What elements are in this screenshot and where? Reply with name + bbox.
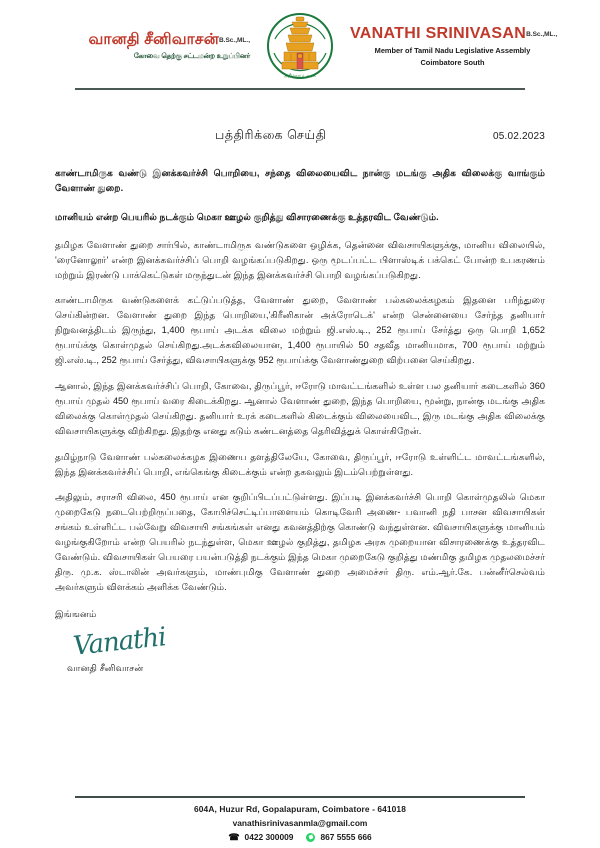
signatory-name: வானதி சீனிவாசன் (67, 662, 144, 673)
footer-whatsapp-number: 867 5555 666 (320, 832, 372, 842)
signature-block (67, 621, 545, 685)
telephone-icon: ☎ (228, 831, 240, 842)
headline-paragraph-2: மானியம் என்ற பெயரில் நடக்கும் மெகா ஊழல் குறித்து விசாரணைக்கு உத்தரவிட வேண்டும். (55, 211, 439, 222)
mla-constituency-english: Coimbatore South (420, 58, 485, 68)
handwritten-signature: Vanathi (71, 621, 167, 662)
footer-email: vanathisrinivasanmla@gmail.com (232, 818, 368, 828)
footer-address: 604A, Huzur Rd, Gopalapuram, Coimbatore - 641018 (194, 804, 406, 814)
body-paragraph-5: அதிலும், சராசரி விலை, 450 ரூபாய் என குறிப்பிடப்பட்டுள்ளது. இப்படி இனக்கவர்ச்சி பொறி கொள்முதலில் மெகா முறைகேடு நடைபெற்றிருப்பதை, கோபிச்செட்டிப்பாளையம் கொடிவேரி அணை- பவானி நதி பாசன விவசாயிகள் சங்கம் உள்ளிட்ட பல்வேறு விவசாயி சங்கங்கள் எனது கவனத்திற்கு கொண்டு வந்துள்ளன. விவசாயிகளுக்கு மானியம் வழங்குகிறோம் என்ற பெயரில் நடந்துள்ள, மெகா ஊழல் குறித்து, தமிழக அரசு முறையான விசாரணைக்கு உத்தரவிட வேண்டும். விவசாயிகள் பெயரை பயன்படுத்தி நடக்கும் இந்த மெகா முறைகேடு குறித்து மண்மிகு தமிழக முதலமைச்சர் திரு. மு.க. ஸ்டாலின் அவர்களும், மாண்புமிகு வேளாண் துறை அமைச்சர் திரு. எம்.ஆர்.கே. பன்னீர்செல்வம் அவர்களும் விளக்கம் அளிக்க வேண்டும். (55, 492, 545, 592)
letterhead-english-block (336, 24, 558, 68)
mla-degree-english: B.Sc.,ML., (526, 30, 558, 38)
whatsapp-icon (306, 833, 315, 842)
mla-name-english (350, 24, 558, 43)
tamil-nadu-government-emblem-icon (264, 8, 336, 84)
mla-role-english: Member of Tamil Nadu Legislative Assembly (374, 46, 531, 56)
document-body (55, 166, 545, 685)
svg-text:தமிழ்நாடு அரசு: தமிழ்நாடு அரசு (284, 74, 316, 79)
document-date: 05.02.2023 (492, 131, 545, 142)
document-title-row (55, 128, 545, 144)
body-paragraph-2: காண்டாமிருக வண்டுகளைக் கட்டுப்படுத்த, வேளாண் துறை, வேளாண் பல்கலைக்கழகம் இதனை பரிந்துரை செய்கின்றன. வேளாண் துறை இந்த பொறியை,'கிரீனிகான் அக்ரோடெக்' என்ற சென்னையை சேர்ந்த தனியார் நிறுவனத்திடம் இருந்து, 1,400 ரூபாய் அடக்க விலை மற்றும் ஜி.எஸ்.டி., 252 ரூபாய் சேர்த்து ஒரு பொறி 1,652 ரூபாய்க்கு கொள்முதல் செய்கிறது.அடக்கவிலையான, 1,400 ரூபாயில் 50 சதவீத மானியமாக, 700 ரூபாய் மற்றும் ஜி.எஸ்.டி., 252 ரூபாய் சேர்த்து, விவசாயிகளுக்கு 952 ரூபாய்க்கு வேளாண்துறை விற்பனை செய்கிறது. (55, 295, 545, 366)
footer-phone-number: 0422 300009 (244, 832, 294, 842)
mla-name-english-text: VANATHI SRINIVASAN (350, 24, 527, 42)
page-title: பத்திரிக்கை செய்தி (215, 128, 327, 142)
letterhead (0, 0, 600, 82)
mla-name-tamil-text: வானதி சீனிவாசன் (88, 31, 219, 49)
signoff-text: இங்ஙனம் (55, 608, 97, 619)
mla-subtitle-tamil: கோவை தெற்கு சட்டமன்ற உறுப்பினர் (133, 52, 250, 60)
header-divider (75, 88, 525, 90)
mla-degree-tamil: B.Sc.,ML., (218, 37, 250, 45)
footer-contact-row (0, 832, 600, 842)
letterhead-tamil-block (45, 31, 264, 60)
body-paragraph-3: ஆனால், இந்த இனக்கவர்ச்சிப் பொறி, கோவை, திருப்பூர், ஈரோடு மாவட்டங்களில் உள்ள பல தனியார் கடைகளில் 360 ரூபாய் முதல் 450 ரூபாய் வரை கிடைக்கிறது. ஆனால் வேளாண் துறை, இந்த பொறியை, மூன்று, நான்கு மடங்கு அதிக விலைக்கு கொள்முதல் செய்கிறது. தனியார் உரக் கடைகளில் கிடைக்கும் விலையைவிட, இரு மடங்கு அதிக விலைக்கு விவசாயிகளுக்கு விற்கிறது. இதற்கு எனது கடும் கண்டனத்தை தெரிவித்துக் கொள்கிறேன். (55, 380, 545, 436)
footer (0, 796, 600, 842)
headline-paragraph-1: காண்டாமிருக வண்டு இனக்கவர்ச்சி பொறியை, சந்தை விலையைவிட நான்கு மடங்கு அதிக விலைக்கு வாங்கும் வேளாண் துறை. (55, 168, 545, 193)
body-paragraph-1: தமிழக வேளாண் துறை சார்பில், காண்டாமிருக வண்டுகளை ஒழிக்க, தென்னை விவசாயிகளுக்கு, மானிய விலையில், 'ரைனோலூர்' என்ற இனக்கவர்ச்சிப் பொறி வழங்கப்படுகிறது. ஒரு மூடப்பட்ட பிளாஸ்டிக் பக்கெட் போன்ற உபகரணம் மற்றும் இரண்டு பாக்கெட்டுகள் மருந்துடன் இந்த இனக்கவர்ச்சி பொறி வழங்கப்படுகிறது. (55, 239, 545, 280)
footer-divider (75, 796, 525, 798)
mla-name-tamil (45, 31, 250, 48)
body-paragraph-4: தமிழ்நாடு வேளாண் பல்கலைக்கழக இணைய தளத்திலேயே, கோவை, திருப்பூர், ஈரோடு உள்ளிட்ட மாவட்டங்களில், இந்த இனக்கவர்ச்சிப் பொறி, எங்கெங்கு கிடைக்கும் என்ற தகவலும் இடம்பெற்றுள்ளது. (55, 451, 545, 477)
